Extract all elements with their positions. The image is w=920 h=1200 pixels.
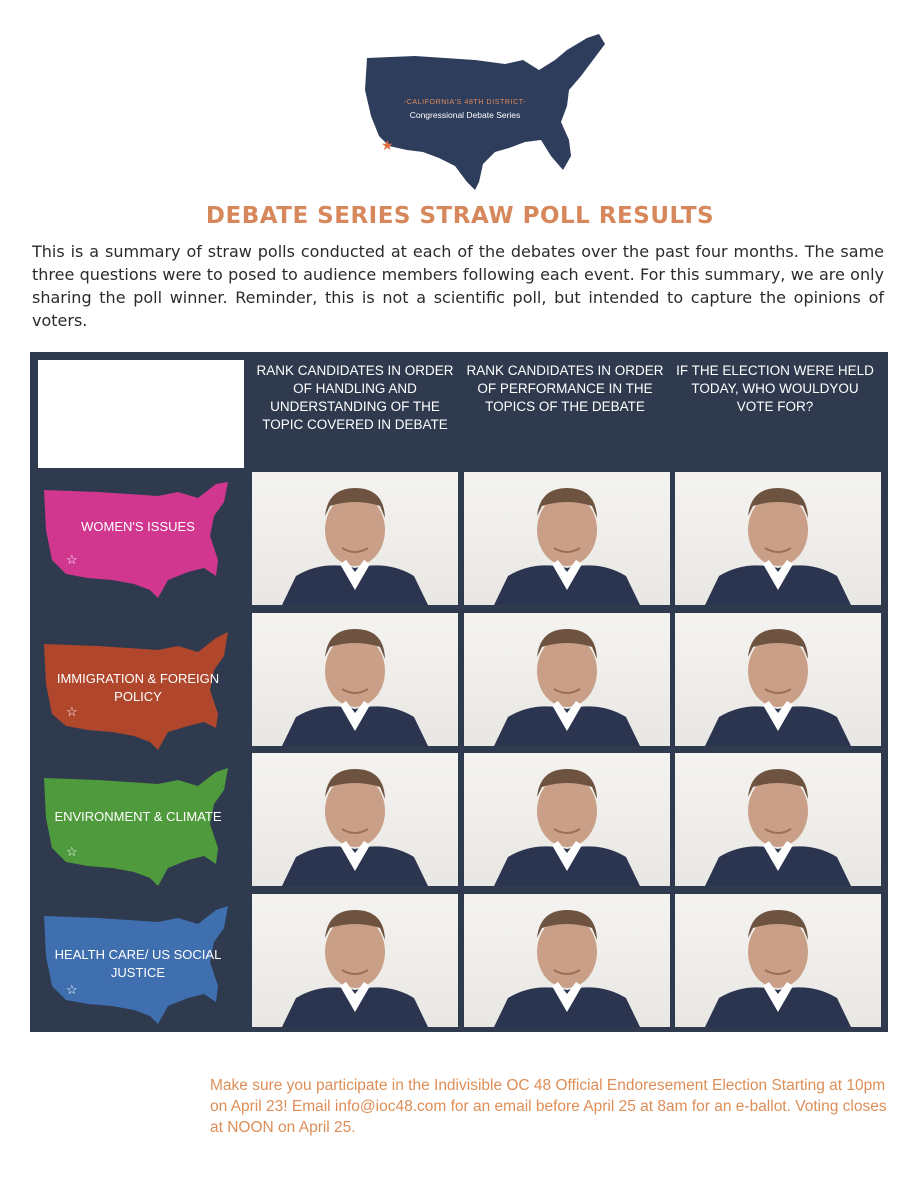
candidate-portrait-icon bbox=[675, 472, 881, 605]
candidate-photo bbox=[464, 894, 670, 1027]
candidate-portrait-icon bbox=[464, 894, 670, 1027]
candidate-portrait-icon bbox=[464, 472, 670, 605]
candidate-photo bbox=[675, 613, 881, 746]
column-header-performance: RANK CANDIDATES IN ORDER OF PERFORMANCE IN THE TOPICS OF THE DEBATE bbox=[466, 363, 664, 414]
candidate-portrait-icon bbox=[675, 753, 881, 886]
row-label-text: IMMIGRATION & FOREIGN POLICY bbox=[56, 671, 220, 704]
candidate-photo bbox=[675, 753, 881, 886]
debate-series-logo bbox=[355, 30, 610, 200]
candidate-photo bbox=[675, 472, 881, 605]
candidate-photo bbox=[252, 894, 458, 1027]
candidate-photo bbox=[252, 753, 458, 886]
candidate-portrait-icon bbox=[252, 753, 458, 886]
pink-usa-map-icon bbox=[38, 480, 238, 610]
footer-notice: Make sure you participate in the Indivisible OC 48 Official Endoresement Election Starting at 10pm on April 23! Email info@ioc48.com for an email before April 25 at 8am for an e-ballot. Voting closes at NOON on April 25. bbox=[210, 1077, 887, 1136]
row-label-immigration bbox=[38, 624, 238, 754]
candidate-photo bbox=[464, 472, 670, 605]
candidate-portrait-icon bbox=[252, 894, 458, 1027]
logo-line-2: Congressional Debate Series bbox=[409, 110, 521, 120]
row-label-text: HEALTH CARE/ US SOCIAL JUSTICE bbox=[54, 947, 222, 980]
california-star-icon: ★ bbox=[381, 137, 394, 153]
page-title: DEBATE SERIES STRAW POLL RESULTS bbox=[205, 203, 715, 229]
row-label-environment bbox=[38, 764, 238, 894]
candidate-photo bbox=[464, 613, 670, 746]
candidate-portrait-icon bbox=[252, 613, 458, 746]
candidate-portrait-icon bbox=[252, 472, 458, 605]
candidate-photo bbox=[252, 613, 458, 746]
column-header-vote: IF THE ELECTION WERE HELD TODAY, WHO WOULDYOU VOTE FOR? bbox=[676, 363, 874, 414]
logo-line-1: -CALIFORNIA'S 48TH DISTRICT- bbox=[403, 99, 527, 106]
candidate-portrait-icon bbox=[675, 613, 881, 746]
star-icon: ☆ bbox=[66, 982, 78, 997]
row-label-health-care bbox=[38, 902, 238, 1032]
candidate-portrait-icon bbox=[464, 753, 670, 886]
poll-results-table bbox=[30, 352, 888, 1032]
usa-map-logo-icon bbox=[355, 30, 610, 200]
green-usa-map-icon bbox=[38, 764, 238, 894]
candidate-portrait-icon bbox=[675, 894, 881, 1027]
table-corner-cell bbox=[38, 360, 244, 468]
candidate-photo bbox=[675, 894, 881, 1027]
column-header-handling: RANK CANDIDATES IN ORDER OF HANDLING AND UNDERSTANDING OF THE TOPIC COVERED IN DEBATE bbox=[256, 363, 454, 432]
candidate-photo bbox=[252, 472, 458, 605]
row-label-text: ENVIRONMENT & CLIMATE bbox=[54, 809, 222, 824]
row-label-womens-issues bbox=[38, 480, 238, 610]
intro-paragraph: This is a summary of straw polls conducted at each of the debates over the past four months. The same three questions were to posed to audience members following each event. For this summary, we are only sharing the poll winner. Reminder, this is not a scientific poll, but intended to capture the opinions of voters. bbox=[32, 242, 884, 330]
row-label-text: WOMEN'S ISSUES bbox=[81, 519, 195, 534]
star-icon: ☆ bbox=[66, 704, 78, 719]
star-icon: ☆ bbox=[66, 552, 78, 567]
candidate-portrait-icon bbox=[464, 613, 670, 746]
star-icon: ☆ bbox=[66, 844, 78, 859]
candidate-photo bbox=[464, 753, 670, 886]
